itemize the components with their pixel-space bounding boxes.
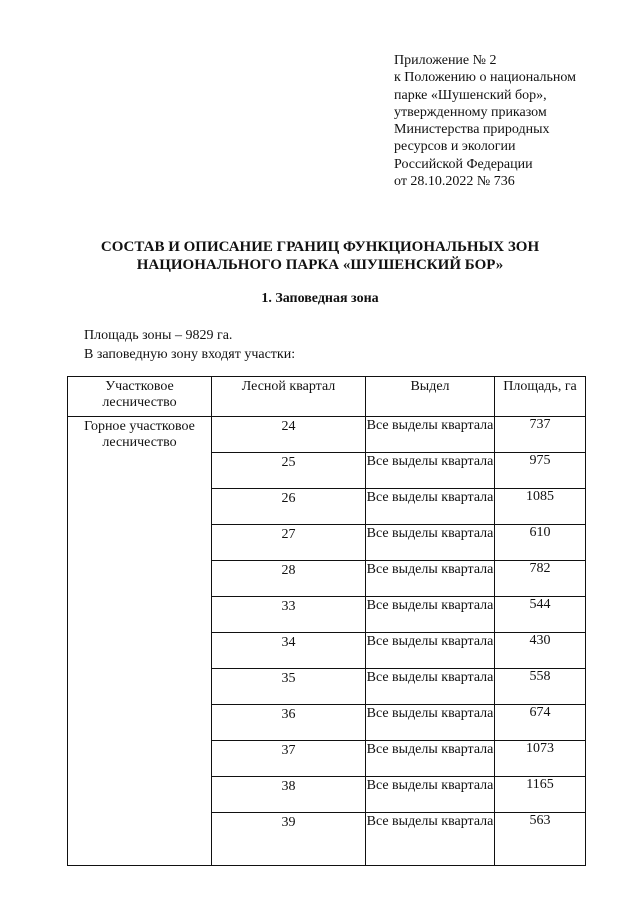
- area-cell: 430: [495, 633, 586, 669]
- appendix-line: к Положению о национальном: [394, 70, 576, 86]
- vydel-cell: Все выделы квартала: [366, 417, 495, 453]
- vydel-cell: Все выделы квартала: [366, 561, 495, 597]
- quarter-cell: 25: [212, 453, 366, 489]
- area-cell: 782: [495, 561, 586, 597]
- vydel-cell: Все выделы квартала: [366, 525, 495, 561]
- quarter-cell: 28: [212, 561, 366, 597]
- vydel-cell: Все выделы квартала: [366, 741, 495, 777]
- area-cell: 674: [495, 705, 586, 741]
- title-line-2: НАЦИОНАЛЬНОГО ПАРКА «ШУШЕНСКИЙ БОР»: [136, 257, 504, 273]
- appendix-block: [394, 52, 614, 190]
- appendix-line: Министерства природных: [394, 122, 550, 138]
- vydel-cell: Все выделы квартала: [366, 453, 495, 489]
- header-area: Площадь, га: [495, 377, 586, 417]
- appendix-line: Российской Федерации: [394, 156, 533, 172]
- vydel-cell: Все выделы квартала: [366, 705, 495, 741]
- quarter-cell: 34: [212, 633, 366, 669]
- vydel-cell: Все выделы квартала: [366, 597, 495, 633]
- document-title: [0, 238, 640, 274]
- area-cell: 558: [495, 669, 586, 705]
- area-cell: 1165: [495, 777, 586, 813]
- appendix-line: ресурсов и экологии: [394, 139, 516, 155]
- table-header-row: [68, 377, 586, 417]
- vydel-cell: Все выделы квартала: [366, 489, 495, 525]
- forestry-cell: Горное участковое лесничество: [68, 417, 212, 866]
- area-cell: 544: [495, 597, 586, 633]
- table-row: [68, 417, 586, 453]
- quarter-cell: 33: [212, 597, 366, 633]
- appendix-line: парке «Шушенский бор»,: [394, 87, 547, 103]
- appendix-line: Приложение № 2: [394, 53, 497, 68]
- header-vydel: Выдел: [366, 377, 495, 417]
- vydel-cell: Все выделы квартала: [366, 777, 495, 813]
- quarter-cell: 35: [212, 669, 366, 705]
- quarter-cell: 38: [212, 777, 366, 813]
- area-cell: 1085: [495, 489, 586, 525]
- quarter-cell: 39: [212, 813, 366, 866]
- zone-info: [84, 326, 295, 364]
- zone-area: Площадь зоны – 9829 га.: [84, 328, 233, 343]
- quarter-cell: 24: [212, 417, 366, 453]
- appendix-line: утвержденному приказом: [394, 104, 547, 120]
- quarter-cell: 37: [212, 741, 366, 777]
- area-cell: 610: [495, 525, 586, 561]
- quarter-cell: 27: [212, 525, 366, 561]
- area-cell: 563: [495, 813, 586, 866]
- area-cell: 737: [495, 417, 586, 453]
- section-heading: 1. Заповедная зона: [261, 291, 379, 306]
- header-forestry: Участковое лесничество: [68, 377, 212, 417]
- zone-intro: В заповедную зону входят участки:: [84, 347, 296, 362]
- zone-table: [67, 376, 586, 866]
- vydel-cell: Все выделы квартала: [366, 813, 495, 866]
- title-line-1: СОСТАВ И ОПИСАНИЕ ГРАНИЦ ФУНКЦИОНАЛЬНЫХ ЗОН: [100, 239, 540, 255]
- quarter-cell: 36: [212, 705, 366, 741]
- vydel-cell: Все выделы квартала: [366, 669, 495, 705]
- area-cell: 975: [495, 453, 586, 489]
- quarter-cell: 26: [212, 489, 366, 525]
- vydel-cell: Все выделы квартала: [366, 633, 495, 669]
- area-cell: 1073: [495, 741, 586, 777]
- header-quarter: Лесной квартал: [212, 377, 366, 417]
- appendix-line: от 28.10.2022 № 736: [394, 174, 515, 190]
